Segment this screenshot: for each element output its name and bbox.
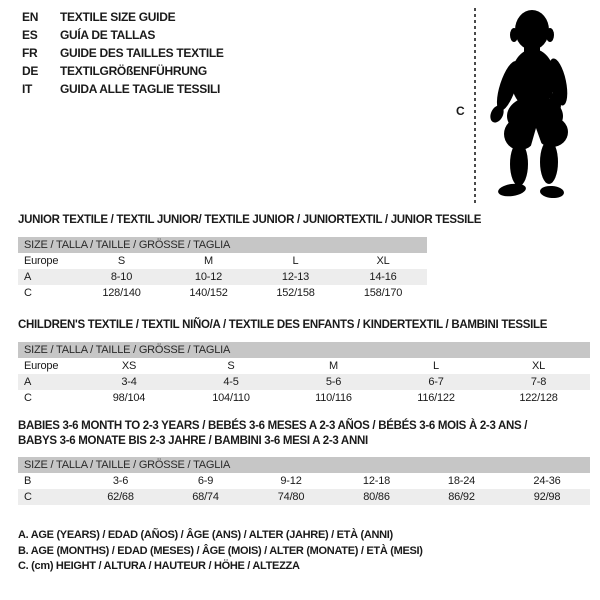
- table-cell: 12-13: [281, 271, 310, 283]
- footnote-c: C. (cm) HEIGHT / ALTURA / HAUTEUR / HÖHE / ALTEZZA: [18, 560, 300, 572]
- table-row: [18, 489, 590, 505]
- table-cell: S: [227, 360, 235, 372]
- table-cell: 6-9: [197, 475, 214, 487]
- table-cell: A: [24, 271, 32, 283]
- children-section-title: CHILDREN'S TEXTILE / TEXTIL NIÑO/A / TEXTILE DES ENFANTS / KINDERTEXTIL / BAMBINI TESSILE: [18, 319, 548, 331]
- language-title: GUÍA DE TALLAS: [60, 28, 156, 42]
- table-cell: 3-4: [121, 376, 137, 388]
- language-code: IT: [22, 82, 33, 96]
- table-cell: 3-6: [112, 475, 129, 487]
- children-size-table: [18, 342, 590, 406]
- table-cell: 68/74: [192, 491, 219, 503]
- table-cell: 10-12: [194, 271, 223, 283]
- table-cell: L: [433, 360, 439, 372]
- table-cell: A: [24, 376, 32, 388]
- table-cell: C: [24, 491, 32, 503]
- height-measure-dotted-line: [474, 8, 476, 206]
- table-cell: XL: [376, 255, 390, 267]
- language-row-de: [22, 62, 224, 80]
- table-cell: Europe: [24, 255, 59, 267]
- table-cell: M: [329, 360, 338, 372]
- size-header-bar: SIZE / TALLA / TAILLE / GRÖSSE / TAGLIA: [18, 342, 590, 358]
- language-legend: [22, 8, 224, 98]
- table-cell: 18-24: [447, 475, 476, 487]
- table-cell: B: [24, 475, 32, 487]
- babies-size-table: [18, 457, 590, 505]
- table-row: [18, 390, 590, 406]
- table-cell: 9-12: [280, 475, 302, 487]
- table-cell: 104/110: [212, 392, 250, 404]
- table-header-row: [18, 237, 427, 253]
- table-cell: 12-18: [362, 475, 391, 487]
- table-row: [18, 473, 590, 489]
- table-cell: 80/86: [363, 491, 390, 503]
- footnotes: [18, 528, 423, 575]
- table-cell: 7-8: [530, 376, 547, 388]
- babies-title-line2: BABYS 3-6 MONATE BIS 2-3 JAHRE / BAMBINI 3-6 MESI A 2-3 ANNI: [18, 435, 368, 447]
- table-cell: 128/140: [102, 287, 141, 299]
- table-header-row: [18, 342, 590, 358]
- table-header-row: [18, 457, 590, 473]
- language-row-it: [22, 80, 224, 98]
- language-title: GUIDE DES TAILLES TEXTILE: [60, 46, 224, 60]
- table-cell: 74/80: [277, 491, 305, 503]
- language-title: GUIDA ALLE TAGLIE TESSILI: [60, 82, 221, 96]
- table-cell: XS: [121, 360, 137, 372]
- language-title: TEXTILE SIZE GUIDE: [60, 10, 176, 24]
- table-cell: 6-7: [428, 376, 444, 388]
- size-header-bar: SIZE / TALLA / TAILLE / GRÖSSE / TAGLIA: [18, 457, 590, 473]
- junior-section-title: JUNIOR TEXTILE / TEXTIL JUNIOR/ TEXTILE JUNIOR / JUNIORTEXTIL / JUNIOR TESSILE: [18, 214, 482, 226]
- table-cell: 158/170: [363, 287, 403, 299]
- table-cell: 110/116: [315, 392, 352, 404]
- babies-title-line1: BABIES 3-6 MONTH TO 2-3 YEARS / BEBÉS 3-6 MESES A 2-3 AÑOS / BÉBÉS 3-6 MOIS À 2-3 ANS /: [18, 420, 528, 432]
- table-row: [18, 374, 590, 390]
- table-cell: 86/92: [448, 491, 475, 503]
- table-row: [18, 253, 427, 269]
- babies-section-title: [18, 419, 527, 449]
- table-cell: C: [24, 392, 32, 404]
- table-cell: 98/104: [112, 392, 146, 404]
- language-row-es: [22, 26, 224, 44]
- language-title: TEXTILGRÖßENFÜHRUNG: [60, 64, 207, 78]
- table-cell: 14-16: [369, 271, 397, 283]
- language-code: EN: [22, 10, 39, 24]
- table-cell: 140/152: [189, 287, 228, 299]
- language-row-en: [22, 8, 224, 26]
- junior-size-table: [18, 237, 427, 301]
- table-row: [18, 269, 427, 285]
- footnote-a: A. AGE (YEARS) / EDAD (AÑOS) / ÂGE (ANS) / ALTER (JAHRE) / ETÀ (ANNI): [18, 529, 393, 541]
- table-cell: 24-36: [533, 475, 561, 487]
- table-cell: 152/158: [276, 287, 315, 299]
- language-row-fr: [22, 44, 224, 62]
- table-cell: 122/128: [519, 392, 558, 404]
- size-header-bar: SIZE / TALLA / TAILLE / GRÖSSE / TAGLIA: [18, 237, 427, 253]
- table-cell: C: [24, 287, 32, 299]
- footnote-b: B. AGE (MONTHS) / EDAD (MESES) / ÂGE (MOIS) / ALTER (MONATE) / ETÀ (MESI): [18, 544, 423, 557]
- baby-silhouette-icon: [486, 4, 592, 204]
- table-cell: 62/68: [107, 491, 134, 503]
- table-cell: S: [117, 255, 126, 267]
- language-code: DE: [22, 64, 39, 78]
- table-row: [18, 285, 427, 301]
- height-measure-label: C: [456, 104, 465, 118]
- table-row: [18, 358, 590, 374]
- table-cell: 116/122: [417, 392, 455, 404]
- language-code: ES: [22, 28, 38, 42]
- table-cell: Europe: [24, 360, 59, 372]
- language-code: FR: [22, 46, 38, 60]
- table-cell: 4-5: [223, 376, 239, 388]
- table-cell: 5-6: [325, 376, 342, 388]
- table-cell: L: [292, 255, 299, 267]
- table-cell: 92/98: [533, 491, 561, 503]
- table-cell: M: [204, 255, 213, 267]
- table-cell: 8-10: [110, 271, 133, 283]
- table-cell: XL: [531, 360, 546, 372]
